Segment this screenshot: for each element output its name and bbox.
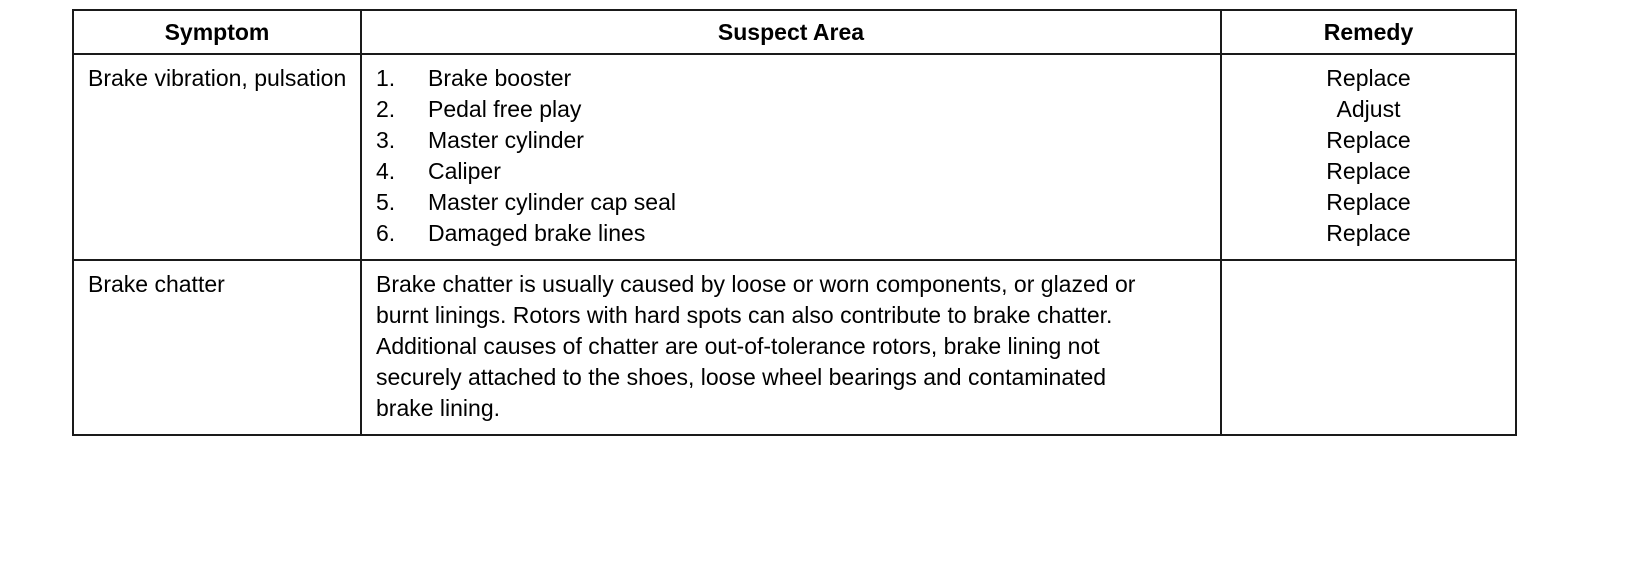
cause-list: [376, 63, 1210, 249]
cause-item: [376, 125, 1210, 156]
remedy-item: Adjust: [1336, 96, 1401, 122]
remedy-cell: [1221, 260, 1516, 435]
remedy-item: Replace: [1326, 127, 1411, 153]
cause-item: [376, 218, 1210, 249]
symptom-cell: Brake vibration, pulsation: [73, 54, 361, 260]
table-row: [73, 260, 1516, 435]
cause-text: Damaged brake lines: [428, 220, 646, 246]
cause-item: [376, 156, 1210, 187]
suspect-area-cell: [361, 54, 1221, 260]
cause-item: [376, 63, 1210, 94]
remedy-item: Replace: [1326, 158, 1411, 184]
header-suspect-area: Suspect Area: [361, 10, 1221, 54]
cause-text: Master cylinder cap seal: [428, 189, 676, 215]
remedy-item: Replace: [1326, 189, 1411, 215]
remedy-item: Replace: [1326, 220, 1411, 246]
cause-number: 6.: [376, 220, 396, 246]
remedy-list: [1228, 63, 1509, 249]
cause-text: Master cylinder: [428, 127, 584, 153]
header-remedy: Remedy: [1221, 10, 1516, 54]
diagnosis-table: [72, 9, 1517, 436]
cause-description: Brake chatter is usually caused by loose or worn components, or glazed or burnt linings. Rotors with hard spots can also contribute to brake chatter. Additional causes of chatter are out-of-tolerance rotors, brake lining not securely attached to the shoes, loose wheel bearings and contaminated brake lining.: [376, 271, 1136, 421]
header-symptom: Symptom: [73, 10, 361, 54]
remedy-cell: [1221, 54, 1516, 260]
symptom-cell: Brake chatter: [73, 260, 361, 435]
cause-number: 4.: [376, 158, 396, 184]
diagnosis-table-container: [72, 9, 1515, 436]
cause-number: 3.: [376, 127, 396, 153]
cause-number: 2.: [376, 96, 396, 122]
cause-number: 5.: [376, 189, 396, 215]
cause-text: Brake booster: [428, 65, 572, 91]
suspect-area-cell: [361, 260, 1221, 435]
cause-item: [376, 94, 1210, 125]
cause-text: Caliper: [428, 158, 501, 184]
table-row: [73, 54, 1516, 260]
header-row: [73, 10, 1516, 54]
cause-number: 1.: [376, 65, 396, 91]
remedy-item: Replace: [1326, 65, 1411, 91]
cause-text: Pedal free play: [428, 96, 582, 122]
cause-item: [376, 187, 1210, 218]
